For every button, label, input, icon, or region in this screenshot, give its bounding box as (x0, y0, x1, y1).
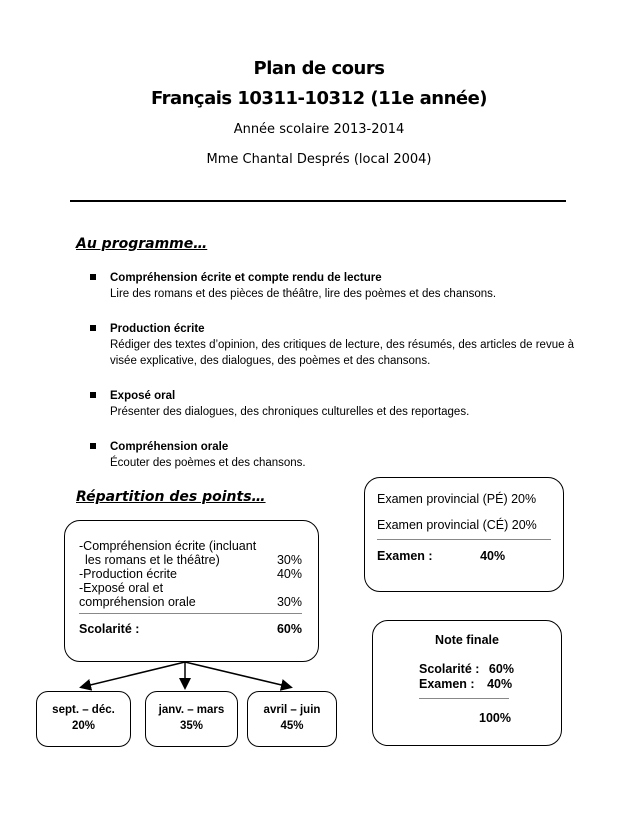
row-value: 30% (276, 553, 302, 567)
item-text: Rédiger des textes d’opinion, des critiques de lecture, des résumés, des articles de revue à visée explicative, des dialogues, des poèmes et des chansons. (110, 339, 575, 367)
item-title: Compréhension écrite et compte rendu de lecture (110, 272, 382, 284)
term-value: 45% (280, 720, 304, 732)
divider (419, 698, 509, 699)
total-value: 40% (480, 549, 506, 563)
header-divider (70, 200, 566, 202)
row-value: 60% (488, 662, 514, 676)
row (79, 553, 302, 567)
finale-row (383, 677, 551, 692)
teacher-info: Mme Chantal Després (local 2004) (206, 152, 432, 167)
bullet-icon (90, 274, 96, 280)
row (79, 567, 302, 581)
bullet-icon (90, 325, 96, 331)
term-label: sept. – déc. (52, 704, 115, 716)
term-box-1 (36, 691, 131, 747)
arrow-right (185, 662, 290, 687)
school-year: Année scolaire 2013-2014 (233, 122, 405, 137)
programme-heading: Au programme… (76, 236, 208, 252)
finale-row (383, 662, 551, 677)
divider (377, 539, 551, 540)
list-item (90, 270, 580, 302)
item-text: Lire des romans et des pièces de théâtre, lire des poèmes et des chansons. (110, 288, 497, 300)
term-value: 35% (179, 720, 204, 732)
item-title: Exposé oral (110, 390, 176, 402)
row-label: -Exposé oral et (79, 581, 164, 595)
item-text: Présenter des dialogues, des chroniques culturelles et des reportages. (110, 406, 470, 418)
row-label: -Production écrite (79, 567, 177, 581)
finale-total: 100% (479, 711, 511, 725)
term-box-3 (247, 691, 337, 747)
exam-row: Examen provincial (PÉ) 20% (377, 492, 537, 506)
row-value: 40% (487, 677, 513, 691)
course-title: Français 10311-10312 (11e année) (150, 88, 488, 109)
row-value: 40% (276, 567, 302, 581)
term-label: janv. – mars (158, 704, 225, 716)
row (79, 595, 302, 609)
item-title: Compréhension orale (110, 441, 229, 453)
page-title: Plan de cours (253, 58, 385, 79)
row-label: les romans et le théâtre) (85, 553, 220, 567)
total-row (377, 548, 551, 564)
term-label: avril – juin (263, 704, 321, 716)
list-item (90, 439, 580, 471)
row-label: compréhension orale (79, 595, 196, 609)
row-label: Examen : (419, 677, 475, 691)
row-label: -Compréhension écrite (incluant (79, 539, 257, 553)
examen-box (364, 477, 564, 592)
list-item (90, 321, 580, 369)
note-finale-box (372, 620, 562, 746)
programme-list (90, 270, 580, 490)
bullet-icon (90, 443, 96, 449)
finale-title: Note finale (435, 633, 499, 647)
item-title: Production écrite (110, 323, 205, 335)
term-box-2 (145, 691, 238, 747)
total-label: Examen : (377, 549, 433, 563)
term-value: 20% (71, 720, 96, 732)
arrow-left (82, 662, 185, 687)
bullet-icon (90, 392, 96, 398)
list-item (90, 388, 580, 420)
total-value: 60% (276, 622, 302, 636)
repartition-heading: Répartition des points… (76, 489, 266, 505)
row-label: Scolarité : (419, 662, 480, 676)
item-text: Écouter des poèmes et des chansons. (110, 457, 306, 469)
exam-row: Examen provincial (CÉ) 20% (377, 518, 537, 532)
row-value: 30% (276, 595, 302, 609)
scolarite-box (64, 520, 319, 662)
total-row (79, 622, 302, 636)
total-label: Scolarité : (79, 622, 140, 636)
divider (79, 613, 302, 614)
